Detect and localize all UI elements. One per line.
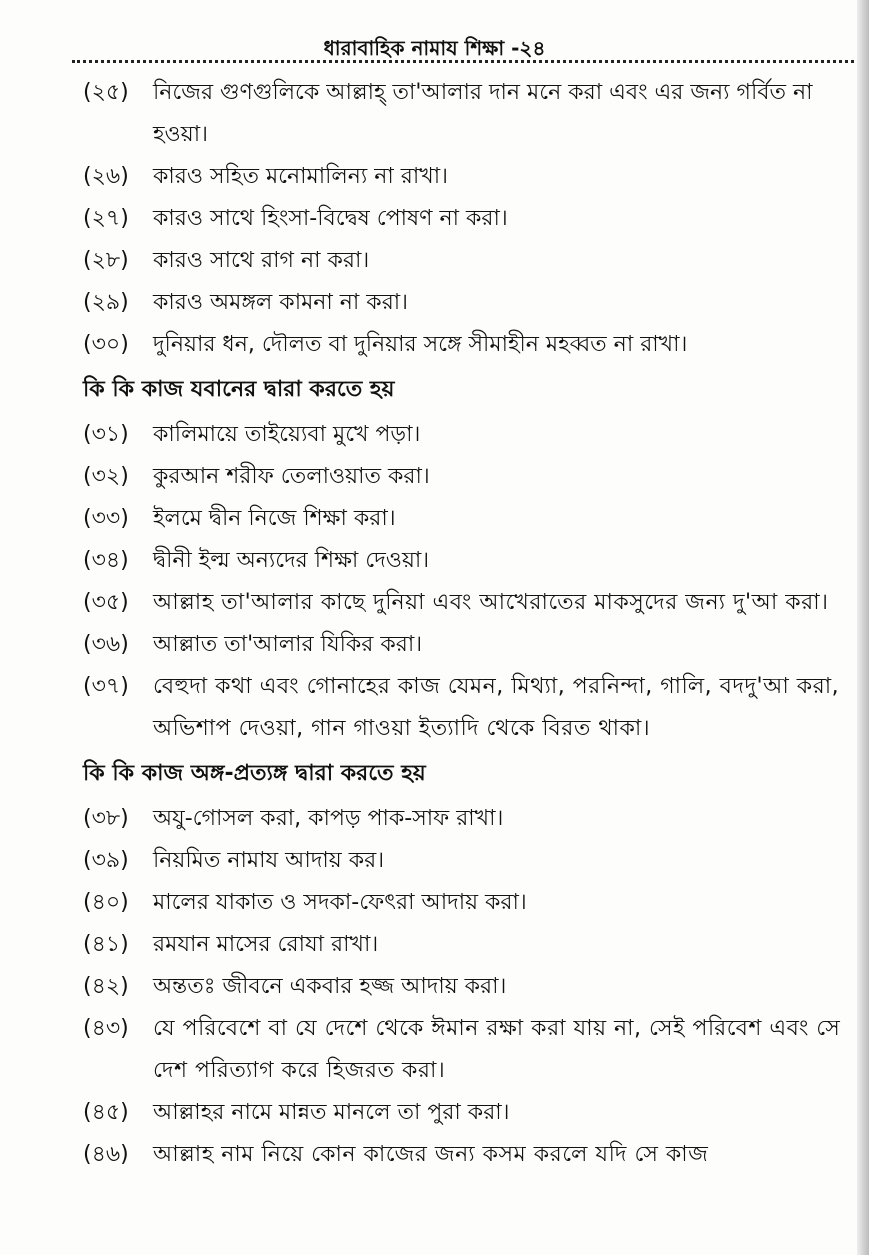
list-item: [83, 1134, 843, 1176]
list-item: [83, 414, 843, 456]
item-text: মালের যাকাত ও সদকা-ফেৎরা আদায় করা।: [153, 890, 527, 915]
item-number: (৩৩): [83, 506, 129, 531]
item-number: (৩৯): [83, 848, 129, 873]
list-item: [83, 966, 843, 1008]
item-text: আল্লাহর নামে মান্নত মানলে তা পুরা করা।: [153, 1100, 510, 1125]
item-text: অন্ততঃ জীবনে একবার হজ্জ আদায় করা।: [153, 974, 507, 999]
item-text: কারও সাথে হিংসা-বিদ্বেষ পোষণ না করা।: [153, 206, 508, 231]
item-number: (৩১): [83, 422, 129, 447]
item-number: (৩৫): [83, 590, 129, 615]
item-text: যে পরিবেশে বা যে দেশে থেকে ঈমান রক্ষা করা যায় না, সেই পরিবেশ এবং সে দেশ পরিত্যাগ করে হিজরত করা।: [153, 1016, 841, 1083]
list-item: [83, 582, 843, 624]
content: [83, 72, 843, 1176]
list-item: [83, 798, 843, 840]
item-text: রমযান মাসের রোযা রাখা।: [153, 932, 379, 957]
item-text: কারও সহিত মনোমালিন্য না রাখা।: [153, 164, 448, 189]
list-item: [83, 282, 843, 324]
item-text: কুরআন শরীফ তেলাওয়াত করা।: [153, 464, 430, 489]
section-heading-limbs: কি কি কাজ অঙ্গ-প্রত্যঙ্গ দ্বারা করতে হয়: [83, 761, 426, 786]
list-item: [83, 1092, 843, 1134]
item-number: (২৯): [83, 290, 129, 315]
item-text: আল্লাত তা'আলার যিকির করা।: [153, 632, 423, 657]
item-text: কালিমায়ে তাইয়্যেবা মুখে পড়া।: [153, 422, 421, 447]
item-number: (৪২): [83, 974, 129, 999]
item-text: অযু-গোসল করা, কাপড় পাক-সাফ রাখা।: [153, 806, 504, 831]
item-text: আল্লাহ নাম নিয়ে কোন কাজের জন্য কসম করলে যদি সে কাজ: [153, 1142, 709, 1167]
item-number: (৩৬): [83, 632, 129, 657]
item-number: (৪০): [83, 890, 129, 915]
item-number: (৩৭): [83, 674, 129, 699]
item-text: দুনিয়ার ধন, দৌলত বা দুনিয়ার সঙ্গে সীমাহীন মহব্বত না রাখা।: [153, 332, 688, 357]
section-heading-tongue: কি কি কাজ যবানের দ্বারা করতে হয়: [83, 377, 395, 402]
list-item: [83, 924, 843, 966]
item-number: (৩২): [83, 464, 129, 489]
list-item: [83, 324, 843, 366]
item-number: (২৬): [83, 164, 129, 189]
list-item: [83, 840, 843, 882]
list-item: [83, 156, 843, 198]
item-number: (২৮): [83, 248, 129, 273]
item-text: নিজের গুণগুলিকে আল্লাহ্ তা'আলার দান মনে করা এবং এর জন্য গর্বিত না হওয়া।: [153, 80, 813, 147]
item-text: দ্বীনী ইল্ম অন্যদের শিক্ষা দেওয়া।: [153, 548, 430, 573]
list-item: [83, 624, 843, 666]
item-number: (২৭): [83, 206, 129, 231]
header-dotted-rule: [72, 60, 869, 63]
list-item: [83, 240, 843, 282]
item-number: (২৫): [83, 80, 129, 105]
item-text: নিয়মিত নামায আদায় কর।: [153, 848, 385, 873]
list-item: [83, 198, 843, 240]
list-item: [83, 456, 843, 498]
list-item: [83, 1008, 843, 1092]
item-number: (৩৪): [83, 548, 129, 573]
item-text: ইলমে দ্বীন নিজে শিক্ষা করা।: [153, 506, 396, 531]
item-number: (৪৬): [83, 1142, 129, 1167]
list-item: [83, 498, 843, 540]
list-item: [83, 666, 843, 750]
list-item: [83, 540, 843, 582]
item-text: কারও সাথে রাগ না করা।: [153, 248, 370, 273]
item-number: (৪১): [83, 932, 129, 957]
item-text: আল্লাহ তা'আলার কাছে দুনিয়া এবং আখেরাতের মাকসুদের জন্য দু'আ করা।: [153, 590, 829, 615]
page-header-title: ধারাবাহিক নামায শিক্ষা -২৪: [323, 36, 546, 60]
list-item: [83, 882, 843, 924]
item-text: বেহুদা কথা এবং গোনাহের কাজ যেমন, মিথ্যা, পরনিন্দা, গালি, বদদু'আ করা, অভিশাপ দেওয়া, গান গাওয়া ইত্যাদি থেকে বিরত থাকা।: [153, 674, 840, 741]
list-item: [83, 72, 843, 156]
item-text: কারও অমঙ্গল কামনা না করা।: [153, 290, 409, 315]
item-number: (৩৮): [83, 806, 129, 831]
item-number: (৩০): [83, 332, 129, 357]
item-number: (৪৫): [83, 1100, 129, 1125]
page-edge: [857, 0, 869, 1255]
item-number: (৪৩): [83, 1016, 129, 1041]
